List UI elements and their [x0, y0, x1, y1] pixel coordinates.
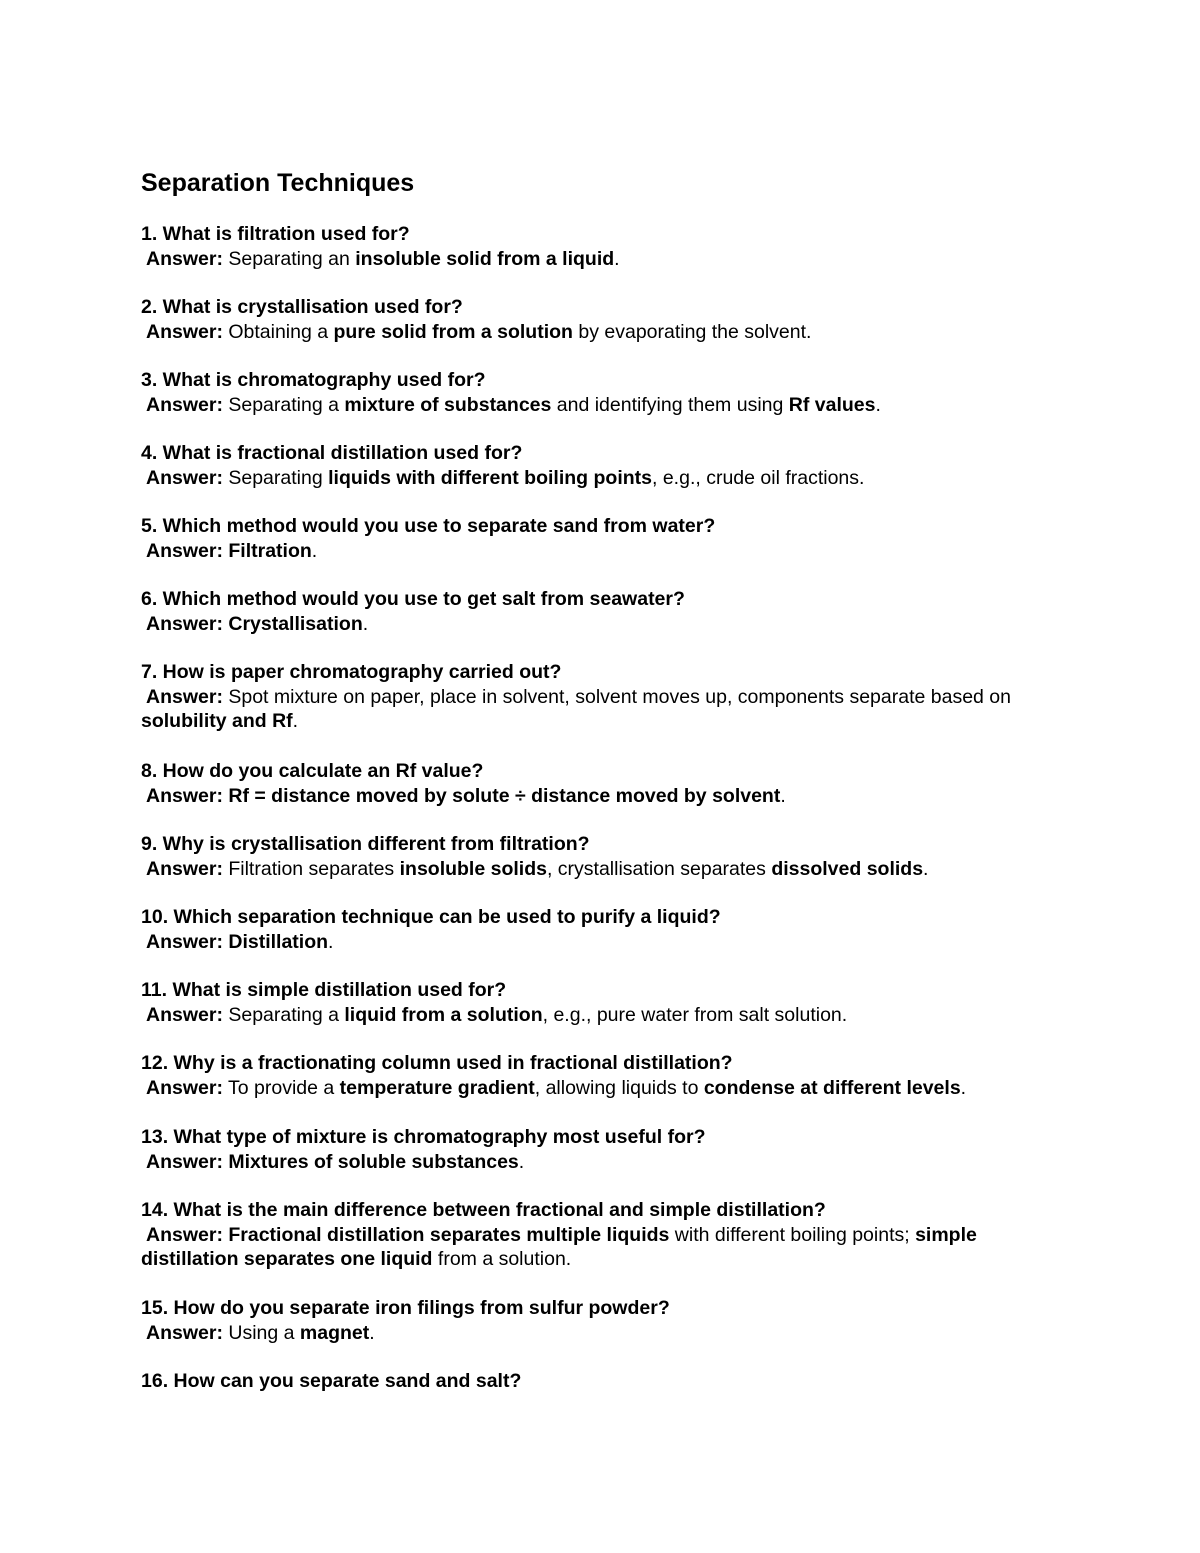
answer-segment: Filtration separates	[228, 857, 400, 880]
answer-segment: and identifying them using	[551, 393, 789, 416]
answer-bold-segment: condense at different levels	[703, 1076, 961, 1099]
answer-bold-segment: Rf = distance moved by solute ÷ distance moved by solvent	[228, 784, 781, 807]
answer-text	[141, 247, 1071, 272]
answer-label-text: Answer:	[146, 466, 223, 489]
answer-label-text: Answer:	[146, 393, 223, 416]
answer-label	[141, 248, 228, 270]
question-text: 6. Which method would you use to get salt from seawater?	[141, 588, 685, 610]
answer-label-text: Answer:	[146, 1003, 223, 1026]
answer-segment: with different boiling points;	[669, 1223, 916, 1246]
answer-bold-segment: Rf values	[788, 393, 876, 416]
answer-segment: .	[780, 784, 786, 807]
qa-item	[141, 222, 1071, 271]
question-text: 4. What is fractional distillation used for?	[141, 442, 523, 464]
answer-label	[141, 394, 228, 416]
answer-bold-segment: simple distillation separates one liquid	[141, 1223, 977, 1270]
answer-text	[141, 393, 1071, 418]
answer-text	[141, 1003, 1071, 1028]
question-text: 9. Why is crystallisation different from filtration?	[141, 833, 590, 855]
qa-item	[141, 905, 1071, 954]
answer-bold-segment: pure solid from a solution	[333, 320, 573, 343]
answer-label-text: Answer:	[146, 1321, 223, 1344]
answer-label-text: Answer:	[146, 784, 223, 807]
answer-segment: .	[960, 1076, 967, 1099]
answer-segment: .	[614, 247, 620, 270]
answer-segment: , e.g., crude oil fractions.	[652, 466, 865, 489]
answer-text	[141, 685, 1071, 734]
answer-segment: .	[292, 710, 299, 732]
qa-item	[141, 1369, 1071, 1394]
qa-item	[141, 978, 1071, 1027]
answer-segment: , e.g., pure water from salt solution.	[542, 1003, 848, 1026]
answer-bold-segment: Distillation	[228, 930, 329, 953]
question-text: 13. What type of mixture is chromatography most useful for?	[141, 1126, 706, 1148]
qa-item	[141, 368, 1071, 417]
answer-bold-segment: Crystallisation	[228, 612, 363, 635]
answer-label	[141, 1224, 228, 1246]
answer-label	[141, 321, 228, 343]
answer-bold-segment: Fractional distillation separates multiple liquids	[228, 1223, 670, 1246]
answer-text	[141, 320, 1071, 345]
answer-segment: Separating a	[228, 1003, 345, 1026]
answer-segment: .	[923, 857, 929, 880]
answer-label	[141, 1151, 228, 1173]
answer-label	[141, 1322, 228, 1344]
question-text: 3. What is chromatography used for?	[141, 369, 486, 391]
answer-label	[141, 858, 228, 880]
answer-label	[141, 613, 228, 635]
qa-item	[141, 660, 1071, 734]
answer-bold-segment: liquids with different boiling points	[328, 466, 652, 489]
question-text: 5. Which method would you use to separate sand from water?	[141, 515, 716, 537]
qa-item	[141, 1125, 1071, 1174]
answer-text	[141, 1150, 1071, 1175]
answer-segment: Separating	[228, 466, 329, 489]
question-text: 16. How can you separate sand and salt?	[141, 1370, 522, 1392]
question-text: 1. What is filtration used for?	[141, 223, 410, 245]
answer-text	[141, 1321, 1071, 1346]
answer-text	[141, 612, 1071, 637]
answer-bold-segment: liquid from a solution	[344, 1003, 543, 1026]
answer-label	[141, 1077, 228, 1099]
answer-label	[141, 686, 228, 708]
question-text: 14. What is the main difference between fractional and simple distillation?	[141, 1199, 826, 1221]
answer-segment: Using a	[228, 1321, 300, 1344]
answer-segment: by evaporating the solvent.	[572, 320, 812, 343]
qa-item	[141, 587, 1071, 636]
answer-segment: To provide a	[228, 1076, 340, 1099]
qa-item	[141, 514, 1071, 563]
answer-segment: .	[362, 612, 369, 635]
qa-item	[141, 759, 1071, 808]
qa-item	[141, 1051, 1071, 1100]
answer-segment: .	[518, 1150, 525, 1173]
answer-segment: Obtaining a	[228, 320, 334, 343]
answer-label-text: Answer:	[146, 247, 223, 270]
qa-item	[141, 832, 1071, 881]
qa-item	[141, 1296, 1071, 1345]
answer-segment: , crystallisation separates	[546, 857, 772, 880]
answer-label-text: Answer:	[146, 1150, 223, 1173]
answer-bold-segment: insoluble solid from a liquid	[355, 247, 615, 270]
answer-label	[141, 931, 228, 953]
question-text: 10. Which separation technique can be used to purify a liquid?	[141, 906, 721, 928]
answer-label-text: Answer:	[146, 1076, 223, 1099]
qa-item	[141, 1198, 1071, 1272]
answer-segment: Separating an	[228, 247, 356, 270]
answer-segment: Separating a	[228, 393, 345, 416]
answer-label	[141, 467, 228, 489]
answer-label-text: Answer:	[146, 612, 223, 635]
answer-text	[141, 857, 1071, 882]
answer-bold-segment: dissolved solids	[771, 857, 924, 880]
answer-segment: , allowing liquids to	[534, 1076, 704, 1099]
answer-segment: .	[311, 539, 318, 562]
question-text: 7. How is paper chromatography carried out?	[141, 661, 562, 683]
answer-text	[141, 539, 1071, 564]
answer-segment: .	[369, 1321, 375, 1344]
answer-text	[141, 784, 1071, 809]
answer-bold-segment: magnet	[299, 1321, 370, 1344]
question-text: 15. How do you separate iron filings from sulfur powder?	[141, 1297, 670, 1319]
answer-segment: .	[328, 930, 334, 953]
question-text: 2. What is crystallisation used for?	[141, 296, 463, 318]
answer-segment: .	[875, 393, 881, 416]
answer-label	[141, 1004, 228, 1026]
question-text: 11. What is simple distillation used for?	[141, 979, 507, 1001]
answer-text	[141, 1076, 1071, 1101]
answer-label-text: Answer:	[146, 685, 223, 708]
answer-bold-segment: insoluble solids	[399, 857, 547, 880]
answer-label-text: Answer:	[146, 1223, 223, 1246]
answer-text	[141, 930, 1071, 955]
answer-label-text: Answer:	[146, 930, 223, 953]
qa-item	[141, 295, 1071, 344]
qa-item	[141, 441, 1071, 490]
answer-label	[141, 540, 228, 562]
answer-bold-segment: mixture of substances	[344, 393, 552, 416]
answer-bold-segment: temperature gradient	[339, 1076, 535, 1099]
question-text: 8. How do you calculate an Rf value?	[141, 760, 484, 782]
question-text: 12. Why is a fractionating column used in fractional distillation?	[141, 1052, 733, 1074]
answer-text	[141, 1223, 1071, 1272]
answer-bold-segment: Mixtures of soluble substances	[228, 1150, 519, 1173]
answer-label-text: Answer:	[146, 857, 223, 880]
answer-bold-segment: solubility and Rf	[141, 710, 293, 732]
answer-label	[141, 785, 228, 807]
answer-bold-segment: Filtration	[228, 539, 312, 562]
answer-segment: Spot mixture on paper, place in solvent, solvent moves up, components separate based on	[228, 685, 1011, 708]
answer-label-text: Answer:	[146, 320, 223, 343]
answer-text	[141, 466, 1071, 491]
document-title: Separation Techniques	[141, 169, 415, 197]
answer-segment: from a solution.	[432, 1248, 572, 1270]
answer-label-text: Answer:	[146, 539, 223, 562]
